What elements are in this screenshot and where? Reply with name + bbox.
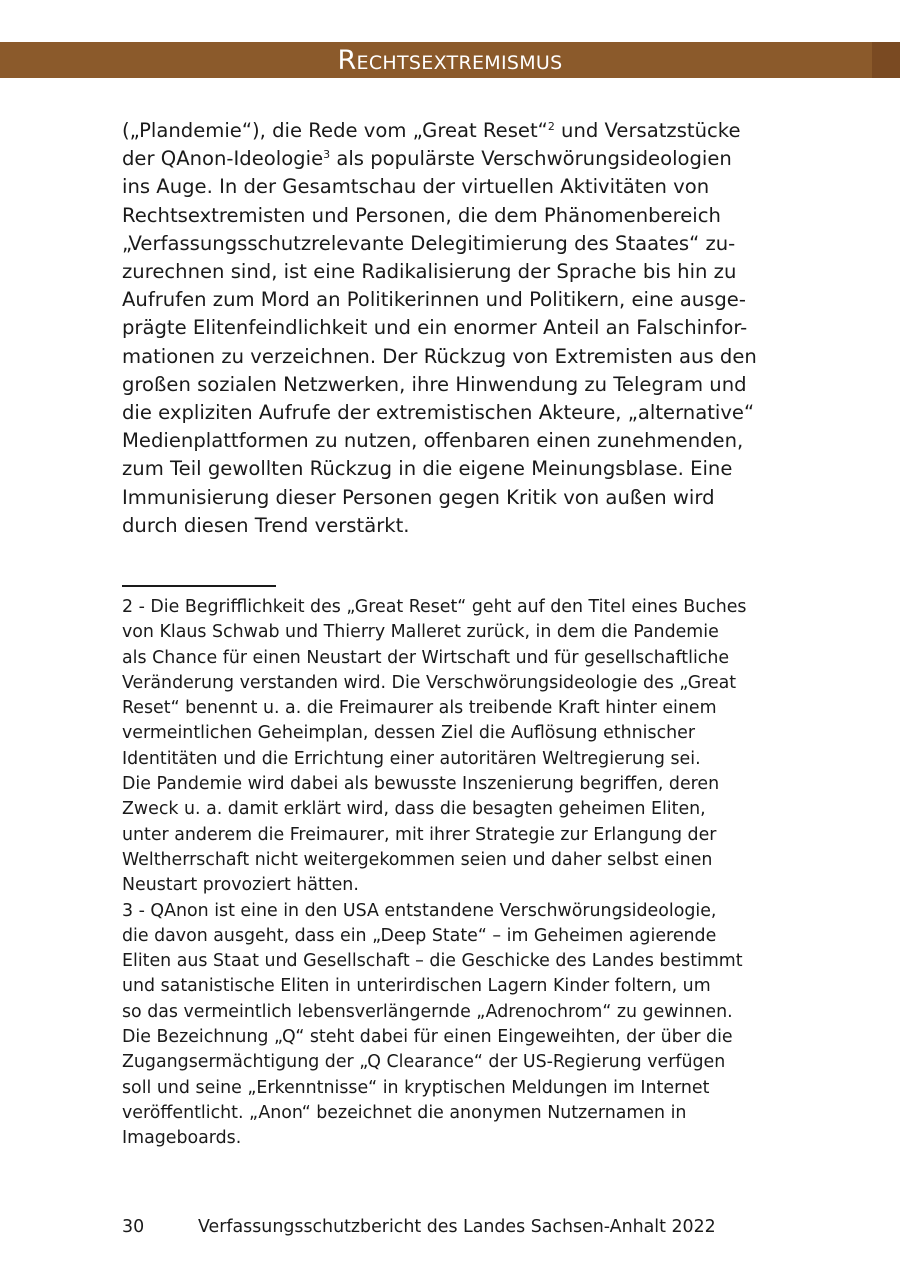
body-line-2: der QAnon-Ideologie$^3$ als populärste Verschwörungsideologien	[122, 147, 732, 171]
footnote-ref-2[interactable]: 2	[547, 120, 555, 133]
page-footer	[122, 1215, 762, 1239]
body-line: zurechnen sind, ist eine Radikalisierung der Sprache bis hin zu	[122, 260, 737, 284]
body-line: Medienplattformen zu nutzen, offenbaren einen zunehmenden,	[122, 429, 744, 453]
page-number: 30	[122, 1217, 145, 1237]
footnote-line: Identitäten und die Errichtung einer autoritären Weltregierung sei.	[122, 748, 701, 769]
footnote-line: Reset“ benennt u. a. die Freimaurer als treibende Kraft hinter einem	[122, 698, 717, 719]
body-line: durch diesen Trend verstärkt.	[122, 513, 410, 537]
footnote-line: so das vermeintlich lebensverlängernde „Adrenochrom“ zu gewinnen.	[122, 1001, 733, 1022]
body-line: Aufrufen zum Mord an Politikerinnen und Politikern, eine ausge-	[122, 288, 746, 312]
footnote-line: als Chance für einen Neustart der Wirtschaft und für gesellschaftliche	[122, 647, 730, 668]
footnote-line: unter anderem die Freimaurer, mit ihrer Strategie zur Erlangung der	[122, 824, 717, 845]
body-line: zum Teil gewollten Rückzug in die eigene Meinungsblase. Eine	[122, 457, 733, 481]
body-line: ins Auge. In der Gesamtschau der virtuellen Aktivitäten von	[122, 175, 710, 199]
footnote-line: von Klaus Schwab und Thierry Malleret zurück, in dem die Pandemie	[122, 622, 719, 643]
footnote-line: 3 - QAnon ist eine in den USA entstandene Verschwörungsideologie,	[122, 900, 717, 921]
footnote-line: Weltherrschaft nicht weitergekommen seien und daher selbst einen	[122, 849, 713, 870]
body-line: großen sozialen Netzwerken, ihre Hinwendung zu Telegram und	[122, 372, 747, 396]
body-line-1: („Plandemie“), die Rede vom „Great Reset“$^2$ und Versatzstücke	[122, 119, 741, 142]
footnote-line: Imageboards.	[122, 1128, 242, 1149]
body-line: prägte Elitenfeindlichkeit und ein enormer Anteil an Falschinfor-	[122, 316, 748, 340]
footnote-line: Veränderung verstanden wird. Die Verschwörungsideologie des „Great	[122, 672, 737, 693]
footnote-line: soll und seine „Erkenntnisse“ in kryptischen Meldungen im Internet	[122, 1077, 710, 1098]
footnote-line: veröffentlicht. „Anon“ bezeichnet die anonymen Nutzernamen in	[122, 1102, 687, 1123]
body-line: mationen zu verzeichnen. Der Rückzug von Extremisten aus den	[122, 344, 757, 368]
footnote-ref-3[interactable]: 3	[323, 148, 331, 162]
body-line: Rechtsextremisten und Personen, die dem Phänomenbereich	[122, 203, 721, 227]
body-line: „Verfassungsschutzrelevante Delegitimierung des Staates“ zu-	[122, 231, 736, 255]
body-paragraph	[122, 117, 782, 540]
body-line: Immunisierung dieser Personen gegen Kritik von außen wird	[122, 485, 715, 509]
footnote-line: Die Bezeichnung „Q“ steht dabei für einen Eingeweihten, der über die	[122, 1027, 733, 1048]
footnote-line: Neustart provoziert hätten.	[122, 875, 359, 896]
section-title: Rechtsextremismus	[337, 45, 563, 76]
footnote-line: die davon ausgeht, dass ein „Deep State“ – im Geheimen agierende	[122, 925, 717, 946]
footnote-line: vermeintlichen Geheimplan, dessen Ziel die Auflösung ethnischer	[122, 723, 695, 744]
footnote-line: Eliten aus Staat und Gesellschaft – die Geschicke des Landes bestimmt	[122, 951, 743, 972]
footnote-line: 2 - Die Begrifflichkeit des „Great Reset“ geht auf den Titel eines Buches	[122, 597, 747, 617]
footnote-line: Zweck u. a. damit erklärt wird, dass die besagten geheimen Eliten,	[122, 799, 706, 820]
footnote-line: Die Pandemie wird dabei als bewusste Inszenierung begriffen, deren	[122, 774, 720, 795]
footnotes	[122, 595, 782, 1152]
footnote-line: Zugangsermächtigung der „Q Clearance“ der US-Regierung verfügen	[122, 1052, 726, 1073]
publication-title: Verfassungsschutzbericht des Landes Sachsen-Anhalt 2022	[198, 1217, 716, 1237]
footnote-line: und satanistische Eliten in unterirdischen Lagern Kinder foltern, um	[122, 976, 711, 997]
footnote-divider	[122, 585, 276, 587]
body-line: die expliziten Aufrufe der extremistischen Akteure, „alternative“	[122, 401, 755, 425]
